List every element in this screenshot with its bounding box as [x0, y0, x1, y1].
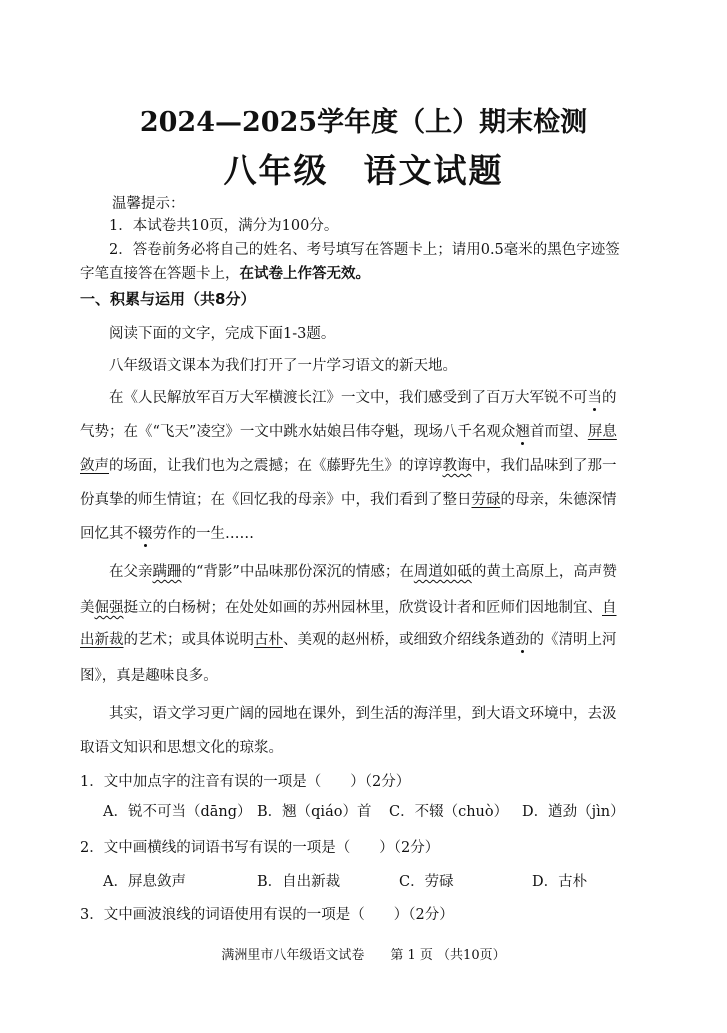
paragraph-1: 八年级语文课本为我们打开了一片学习语文的新天地。 [109, 358, 457, 374]
text-run: 气势；在《“飞天”凌空》一文中跳水姑娘吕伟夺魁，现场八千名观众 [80, 424, 516, 440]
text-run: 的“背影”中品味那份深沉的情感；在 [181, 564, 414, 580]
text-run: 首而望、 [529, 424, 588, 440]
text-run: 、美观的赵州桥，或细致介绍线条遒 [283, 632, 515, 648]
question-2-option-b[interactable]: B．自出新裁 [257, 874, 341, 890]
text-run: 的 [602, 390, 617, 406]
tips-item-1: 1．本试卷共10页，满分为100分。 [109, 218, 339, 234]
dotted-char: 劲 [515, 632, 530, 648]
section-heading: 一、积累与运用（共8分） [80, 290, 256, 308]
paragraph-4-line-1: 其实，语文学习更广阔的园地在课外，到生活的海洋里，到大语文环境中，去汲 [109, 706, 617, 722]
question-1-option-b[interactable]: B．翘（qiáo）首 [257, 804, 372, 820]
underlined-word: 古朴 [254, 632, 283, 648]
text-run: 劳作的一生…… [152, 526, 254, 542]
page-footer: 满洲里市八年级语文试卷 第 1 页 （共10页） [221, 948, 506, 963]
text-run: 挺立的白杨树；在处处如画的苏州园林里，欣赏设计者和匠师们因地制宜、 [123, 600, 602, 616]
question-2-option-d[interactable]: D．古朴 [532, 874, 588, 890]
question-1-option-d[interactable]: D．遒劲（jìn） [522, 804, 625, 820]
reading-intro: 阅读下面的文字，完成下面1-3题。 [109, 326, 336, 342]
question-1-option-a[interactable]: A．锐不可当（dāng） [103, 804, 252, 820]
question-3-stem: 3．文中画波浪线的词语使用有误的一项是（ ）（2分） [80, 907, 454, 923]
text-run: 中，我们品味到了那一 [471, 458, 617, 474]
exam-title: 2024—2025学年度（上）期末检测 [139, 107, 588, 138]
text-run: 的黄土高原上，高声赞 [471, 564, 617, 580]
text-run: 回忆其不 [80, 526, 138, 542]
tips-warning: 在试卷上作答无效。 [239, 265, 370, 282]
tips-item-2-text: 字笔直接答在答题卡上， [80, 266, 240, 282]
wavy-word: 倔强 [94, 600, 124, 616]
text-run: 的母亲，朱德深情 [500, 492, 617, 508]
question-2-option-c[interactable]: C．劳碌 [399, 874, 454, 890]
wavy-word: 周道如砥 [413, 564, 472, 580]
underlined-word: 劳碌 [471, 492, 501, 508]
exam-subtitle: 八年级 语文试题 [223, 151, 504, 190]
underlined-word: 自 [602, 600, 617, 616]
dotted-char: 翘 [515, 424, 530, 440]
paragraph-4-line-2: 取语文知识和思想文化的琼浆。 [80, 740, 283, 756]
wavy-word: 蹒跚 [152, 564, 182, 580]
paragraph-2-line-4 [80, 488, 617, 509]
text-run: 的艺术；或具体说明 [123, 632, 254, 648]
paragraph-3-line-1 [109, 560, 617, 581]
tips-heading: 温馨提示： [112, 196, 185, 212]
text-run: 份真挚的师生情谊；在《回忆我的母亲》中，我们看到了整日 [80, 492, 472, 508]
tips-item-2-cont [80, 262, 370, 283]
text-run: 在《人民解放军百万大军横渡长江》一文中，我们感受到了百万大军锐不可 [109, 390, 588, 406]
paragraph-2-line-2 [80, 420, 617, 441]
wavy-word: 教诲 [442, 458, 472, 474]
question-2-stem: 2．文中画横线的词语书写有误的一项是（ ）（2分） [80, 840, 440, 856]
underlined-word: 出新裁 [80, 632, 124, 648]
underlined-word: 屏息 [587, 424, 617, 440]
paragraph-2-line-5 [80, 522, 254, 543]
text-run: 在父亲 [109, 564, 153, 580]
text-run: 的场面，让我们也为之震撼；在《藤野先生》的谆谆 [109, 458, 443, 474]
paragraph-2-line-3 [80, 454, 617, 475]
question-2-option-a[interactable]: A．屏息敛声 [103, 874, 186, 890]
question-1-stem: 1．文中加点字的注音有误的一项是（ ）（2分） [80, 774, 411, 790]
paragraph-2-line-1 [109, 386, 617, 407]
tips-item-2: 2．答卷前务必将自己的姓名、考号填写在答题卡上；请用0.5毫米的黑色字迹签 [109, 242, 620, 258]
text-run: 美 [80, 600, 95, 616]
dotted-char: 当 [587, 390, 602, 406]
question-1-option-c[interactable]: C．不辍（chuò） [389, 804, 509, 820]
underlined-word: 敛声 [80, 458, 109, 474]
paragraph-3-line-2 [80, 596, 617, 617]
paragraph-3-line-3 [80, 628, 617, 649]
text-run: 的《清明上河 [529, 632, 617, 648]
paragraph-3-line-4: 图》，真是趣味良多。 [80, 668, 218, 684]
dotted-char: 辍 [138, 526, 153, 542]
